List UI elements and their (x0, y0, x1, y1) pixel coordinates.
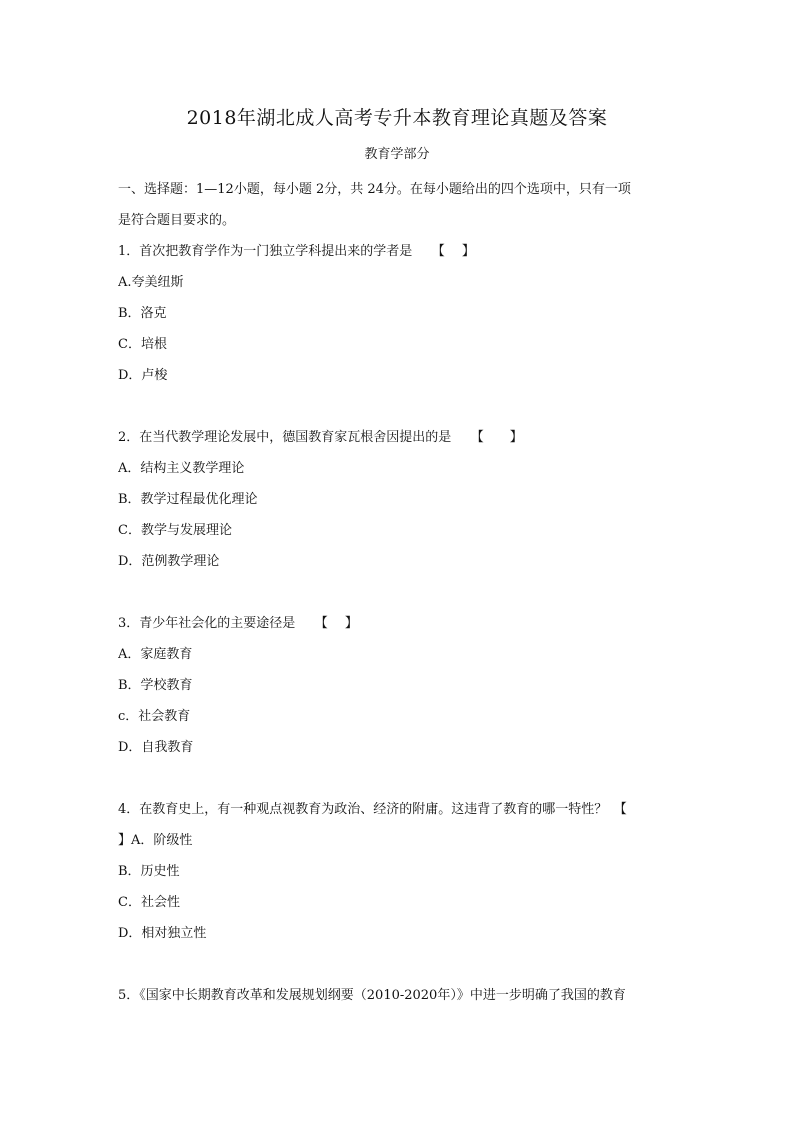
section-heading: 教育学部分 (364, 147, 430, 162)
answer-option: 】A．阶级性 (118, 833, 193, 848)
question-content (118, 174, 678, 1011)
answer-option: c．社会教育 (118, 709, 191, 724)
answer-option: C．教学与发展理论 (118, 523, 232, 538)
answer-option: A．家庭教育 (118, 647, 193, 662)
answer-option: A．结构主义教学理论 (118, 461, 245, 476)
answer-option: B．学校教育 (118, 678, 193, 693)
answer-option: C．培根 (118, 337, 167, 352)
answer-option: D．范例教学理论 (118, 554, 220, 569)
question-stem: 2．在当代教学理论发展中，德国教育家瓦根舍因提出的是 【 】 (118, 430, 523, 445)
answer-option: B．洛克 (118, 306, 167, 321)
question-stem: 5．《国家中长期教育改革和发展规划纲要（2010-2020年）》中进一步明确了我国的教育 (118, 988, 626, 1003)
answer-option: C．社会性 (118, 895, 180, 910)
answer-option: D．卢梭 (118, 368, 168, 383)
question-stem: 4．在教育史上，有一种观点视教育为政治、经济的附庸。这违背了教育的哪一特性？ 【 (118, 802, 627, 817)
document-title: 2018年湖北成人高考专升本教育理论真题及答案 (186, 107, 608, 129)
answer-option: B．历史性 (118, 864, 180, 879)
answer-option: B．教学过程最优化理论 (118, 492, 258, 507)
answer-option: A.夸美纽斯 (118, 275, 184, 290)
question-spacer (118, 577, 678, 608)
answer-option: D．相对独立性 (118, 926, 207, 941)
question-stem: 3．青少年社会化的主要途径是 【 】 (118, 616, 358, 631)
question-spacer (118, 949, 678, 980)
instruction-line: 是符合题目要求的。 (118, 213, 236, 228)
question-stem: 1．首次把教育学作为一门独立学科提出来的学者是 【 】 (118, 244, 475, 259)
question-spacer (118, 763, 678, 794)
answer-option: D．自我教育 (118, 740, 194, 755)
question-spacer (118, 391, 678, 422)
instruction-line: 一、选择题：1—12小题，每小题 2分，共 24分。在每小题给出的四个选项中，只有一项 (118, 182, 631, 197)
